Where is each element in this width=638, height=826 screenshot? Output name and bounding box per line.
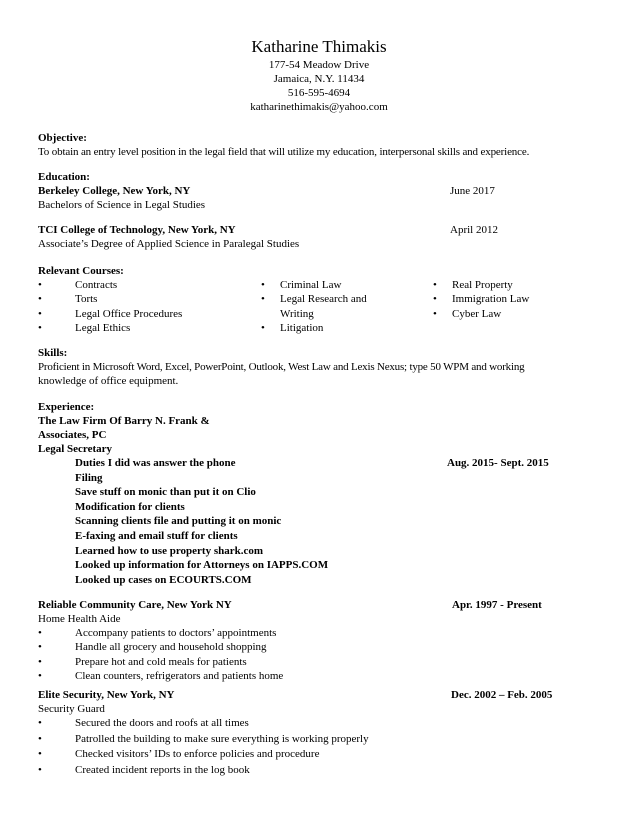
list-item: • Clean counters, refrigerators and patients home <box>38 669 284 682</box>
bullet-icon: • <box>38 293 42 306</box>
bullet-icon: • <box>261 321 265 334</box>
job-title: Legal Secretary <box>38 443 113 455</box>
employer-name: Elite Security, New York, NY <box>38 689 175 701</box>
school-name: TCI College of Technology, New York, NY <box>38 224 236 236</box>
bullet-icon: • <box>261 279 265 291</box>
skills-section <box>38 346 608 388</box>
bullet-icon: • <box>38 279 42 291</box>
bullet-icon: • <box>433 293 437 306</box>
bullet-icon: • <box>38 641 42 654</box>
list-item: Modification for clients <box>75 500 185 513</box>
courses-column-2 <box>261 278 431 335</box>
list-item: • Legal Ethics <box>38 321 131 334</box>
education-heading: Education: <box>38 171 90 183</box>
bullet-icon: • <box>38 627 42 639</box>
bullet-icon: • <box>38 717 42 729</box>
list-item: Learned how to use property shark.com <box>75 544 264 557</box>
school-name: Berkeley College, New York, NY <box>38 185 191 197</box>
phone-number: 516-595-4694 <box>287 87 351 99</box>
school-date: June 2017 <box>450 185 495 197</box>
list-item: • Immigration Law <box>433 293 530 306</box>
list-item: Scanning clients file and putting it on monic <box>75 515 282 528</box>
list-item: • Litigation <box>261 321 324 334</box>
applicant-name: Katharine Thimakis <box>251 37 387 56</box>
list-item: • Prepare hot and cold meals for patients <box>38 655 247 668</box>
objective-text: To obtain an entry level position in the legal field that will utilize my education, interpersonal skills and experience. <box>38 146 530 158</box>
list-item: Save stuff on monic than put it on Clio <box>75 486 256 499</box>
courses-heading: Relevant Courses: <box>38 265 124 277</box>
list-item: Looked up cases on ECOURTS.COM <box>75 573 252 586</box>
bullet-icon: • <box>38 732 42 745</box>
job-dates: Apr. 1997 - Present <box>452 599 542 611</box>
bullet-icon: • <box>38 763 42 776</box>
employer-name: The Law Firm Of Barry N. Frank & <box>38 415 210 427</box>
list-item: • Patrolled the building to make sure everything is working properly <box>38 732 369 745</box>
list-item: • Legal Office Procedures <box>38 307 183 320</box>
list-item: • Criminal Law <box>261 279 342 291</box>
experience-section <box>38 400 608 587</box>
list-item: • Torts <box>38 293 98 306</box>
list-item: • Cyber Law <box>433 307 502 320</box>
list-item: E-faxing and email stuff for clients <box>75 529 238 542</box>
bullet-icon: • <box>38 307 42 320</box>
job-title: Home Health Aide <box>38 613 121 625</box>
list-item: Duties I did was answer the phone <box>75 457 236 469</box>
list-item: • Contracts <box>38 279 118 291</box>
bullet-icon: • <box>38 655 42 668</box>
courses-section <box>38 264 608 336</box>
job-dates: Dec. 2002 – Feb. 2005 <box>451 689 553 701</box>
skills-text-line-2: knowledge of office equipment. <box>38 375 179 387</box>
experience-heading: Experience: <box>38 401 95 413</box>
school-degree: Associate’s Degree of Applied Science in Paralegal Studies <box>38 238 300 250</box>
bullet-icon: • <box>38 321 42 334</box>
job-entry <box>38 688 608 778</box>
education-section <box>38 170 608 251</box>
skills-heading: Skills: <box>38 347 68 359</box>
list-item: Looked up information for Attorneys on IAPPS.COM <box>75 559 329 572</box>
list-item: • Checked visitors’ IDs to enforce policies and procedure <box>38 748 320 760</box>
bullet-icon: • <box>433 279 437 291</box>
list-item: • Accompany patients to doctors’ appointments <box>38 627 277 639</box>
address-line-1: 177-54 Meadow Drive <box>268 59 370 71</box>
school-date: April 2012 <box>450 224 498 236</box>
list-item: • Secured the doors and roofs at all times <box>38 717 249 729</box>
list-item: • Real Property <box>433 279 513 291</box>
courses-column-3 <box>433 278 603 321</box>
address-line-2: Jamaica, N.Y. 11434 <box>273 73 365 85</box>
bullet-icon: • <box>433 307 437 320</box>
bullet-icon: • <box>38 669 42 682</box>
school-degree: Bachelors of Science in Legal Studies <box>38 199 206 211</box>
email-address: katharinethimakis@yahoo.com <box>250 101 388 113</box>
employer-name-continued: Associates, PC <box>38 429 107 441</box>
list-item-continuation: Writing <box>280 307 314 320</box>
bullet-icon: • <box>38 748 42 760</box>
list-item: • Created incident reports in the log book <box>38 763 250 776</box>
skills-text-line-1: Proficient in Microsoft Word, Excel, PowerPoint, Outlook, West Law and Lexis Nexus; type 50 WPM and working <box>38 361 525 373</box>
objective-heading: Objective: <box>38 132 87 144</box>
job-duties-list <box>38 456 608 587</box>
list-item: • Legal Research and <box>261 293 367 306</box>
bullet-icon: • <box>261 293 265 306</box>
employer-name: Reliable Community Care, New York NY <box>38 599 232 611</box>
list-item: Filing <box>75 471 103 484</box>
job-entry <box>38 598 608 683</box>
courses-column-1 <box>38 278 248 335</box>
objective-section <box>38 131 608 159</box>
job-title: Security Guard <box>38 703 105 715</box>
job-dates: Aug. 2015- Sept. 2015 <box>447 457 549 469</box>
list-item: • Handle all grocery and household shopping <box>38 641 267 654</box>
